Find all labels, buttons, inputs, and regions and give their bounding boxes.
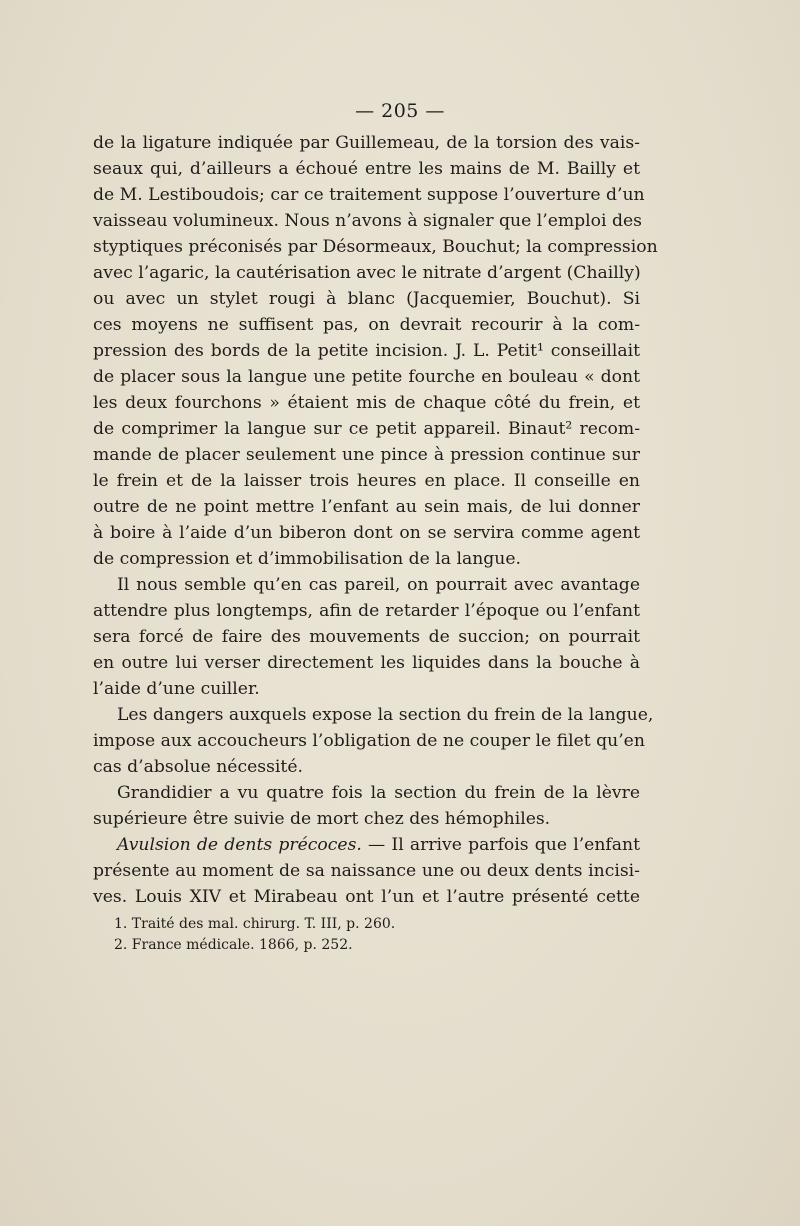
text-line: outre de ne point mettre l’enfant au sein mais, de lui donner [93,497,640,517]
text-line: ves. Louis XIV et Mirabeau ont l’un et l’autre présenté cette [93,887,640,907]
text-line: de M. Lestiboudois; car ce traitement suppose l’ouverture d’un [93,185,645,205]
text-line: cas d’absolue nécessité. [93,757,303,777]
text-line: Les dangers auxquels expose la section du frein de la langue, [117,705,654,725]
text-line: avec l’agaric, la cautérisation avec le nitrate d’argent (Chailly) [93,263,641,283]
text-line: de compression et d’immobilisation de la langue. [93,549,521,569]
text-line: seaux qui, d’ailleurs a échoué entre les mains de M. Bailly et [93,159,640,179]
text-line: de la ligature indiquée par Guillemeau, de la torsion des vais- [93,133,640,153]
text-line: pression des bords de la petite incision. J. L. Petit¹ conseillait [93,341,640,361]
text-line-continuation: Il arrive parfois que l’enfant [391,835,640,855]
heading-dash: — [361,835,392,855]
section-heading-line [93,832,640,858]
text-line: sera forcé de faire des mouvements de succion; on pourrait [93,627,640,647]
text-line: supérieure être suivie de mort chez des hémophiles. [93,809,551,829]
text-line: de comprimer la langue sur ce petit appareil. Binaut² recom- [93,419,640,439]
footnote: 2. France médicale. 1866, p. 252. [114,937,353,953]
text-line: l’aide d’une cuiller. [93,679,260,699]
text-line: mande de placer seulement une pince à pression continue sur [93,445,640,465]
text-line: Il nous semble qu’en cas pareil, on pourrait avec avantage [117,575,640,595]
text-line: de placer sous la langue une petite fourche en bouleau « dont [93,367,640,387]
text-line: en outre lui verser directement les liquides dans la bouche à [93,653,640,673]
text-line: styptiques préconisés par Désormeaux, Bouchut; la compression [93,237,658,257]
text-line: ces moyens ne suffisent pas, on devrait recourir à la com- [93,315,640,335]
text-line: présente au moment de sa naissance une ou deux dents incisi- [93,861,640,881]
body-text [93,130,658,910]
text-line: Grandidier a vu quatre fois la section du frein de la lèvre [117,783,640,803]
text-line: attendre plus longtemps, afin de retarder l’époque ou l’enfant [93,601,640,621]
section-heading: Avulsion de dents précoces. [117,835,362,855]
page-number: — 205 — [355,100,445,122]
footnote: 1. Traité des mal. chirurg. T. III, p. 260. [114,916,396,932]
footnotes [114,914,634,956]
text-line: impose aux accoucheurs l’obligation de ne couper le filet qu’en [93,731,645,751]
text-line: les deux fourchons » étaient mis de chaque côté du frein, et [93,393,640,413]
text-line: ou avec un stylet rougi à blanc (Jacquemier, Bouchut). Si [93,289,640,309]
text-line: le frein et de la laisser trois heures en place. Il conseille en [93,471,640,491]
text-line: vaisseau volumineux. Nous n’avons à signaler que l’emploi des [93,211,642,231]
text-line: à boire à l’aide d’un biberon dont on se servira comme agent [93,523,640,543]
